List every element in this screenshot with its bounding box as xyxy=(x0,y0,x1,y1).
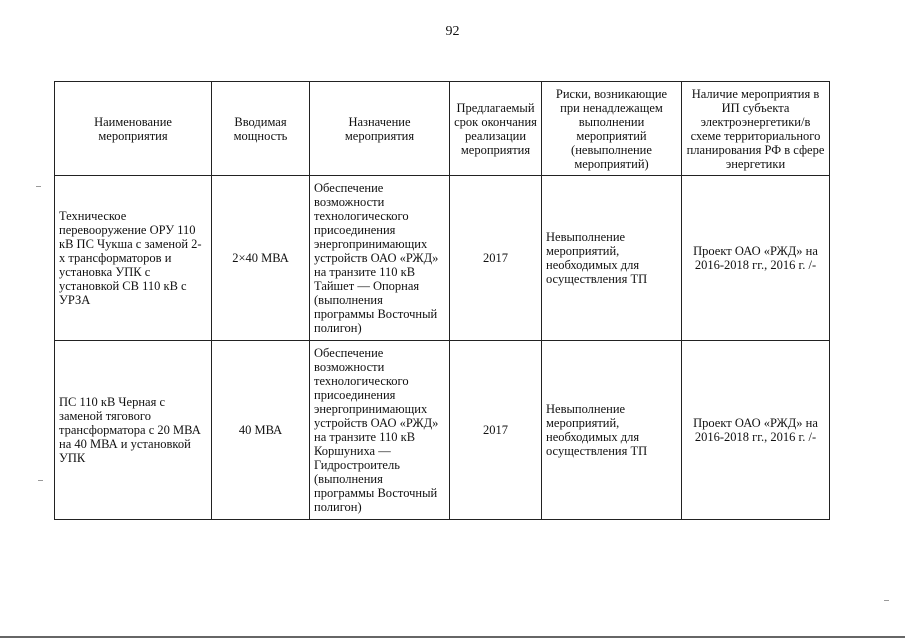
cell-purpose: Обеспечение возможности технологического присоединения энергопринимающих устройств ОАО «РЖД» на транзите 110 кВ Тайшет — Опорная (выполнения программы Восточный полигон) xyxy=(310,176,450,341)
header-deadline: Предлагаемый срок окончания реализации мероприятия xyxy=(450,82,542,176)
cell-risks: Невыполнение мероприятий, необходимых для осуществления ТП xyxy=(542,176,682,341)
table-row xyxy=(55,340,830,519)
scan-mark xyxy=(38,480,43,481)
scan-edge xyxy=(0,636,905,638)
header-power: Вводимая мощность xyxy=(212,82,310,176)
scan-mark xyxy=(36,186,41,187)
cell-purpose: Обеспечение возможности технологического присоединения энергопринимающих устройств ОАО «РЖД» на транзите 110 кВ Коршуниха — Гидростроитель (выполнения программы Восточный полигон) xyxy=(310,340,450,519)
cell-name: ПС 110 кВ Черная с заменой тягового трансформатора с 20 МВА на 40 МВА и установкой УПК xyxy=(55,340,212,519)
header-risks: Риски, возникающие при ненадлежащем выполнении мероприятий (невыполнение мероприятий) xyxy=(542,82,682,176)
measures-table xyxy=(54,81,830,520)
cell-risks: Невыполнение мероприятий, необходимых для осуществления ТП xyxy=(542,340,682,519)
table-header-row xyxy=(55,82,830,176)
cell-deadline: 2017 xyxy=(450,176,542,341)
cell-deadline: 2017 xyxy=(450,340,542,519)
page-number: 92 xyxy=(445,24,460,39)
cell-name: Техническое перевооружение ОРУ 110 кВ ПС Чукша с заменой 2-х трансформаторов и установка УПК с установкой СВ 110 кВ с УРЗА xyxy=(55,176,212,341)
header-program: Наличие мероприятия в ИП субъекта электроэнергетики/в схеме территориального планирования РФ в сфере энергетики xyxy=(682,82,830,176)
header-purpose: Назначение мероприятия xyxy=(310,82,450,176)
header-name: Наименование мероприятия xyxy=(55,82,212,176)
cell-power: 2×40 МВА xyxy=(212,176,310,341)
cell-program: Проект ОАО «РЖД» на 2016-2018 гг., 2016 г. /- xyxy=(682,340,830,519)
cell-program: Проект ОАО «РЖД» на 2016-2018 гг., 2016 г. /- xyxy=(682,176,830,341)
table-row xyxy=(55,176,830,341)
scan-mark xyxy=(884,600,889,601)
cell-power: 40 МВА xyxy=(212,340,310,519)
